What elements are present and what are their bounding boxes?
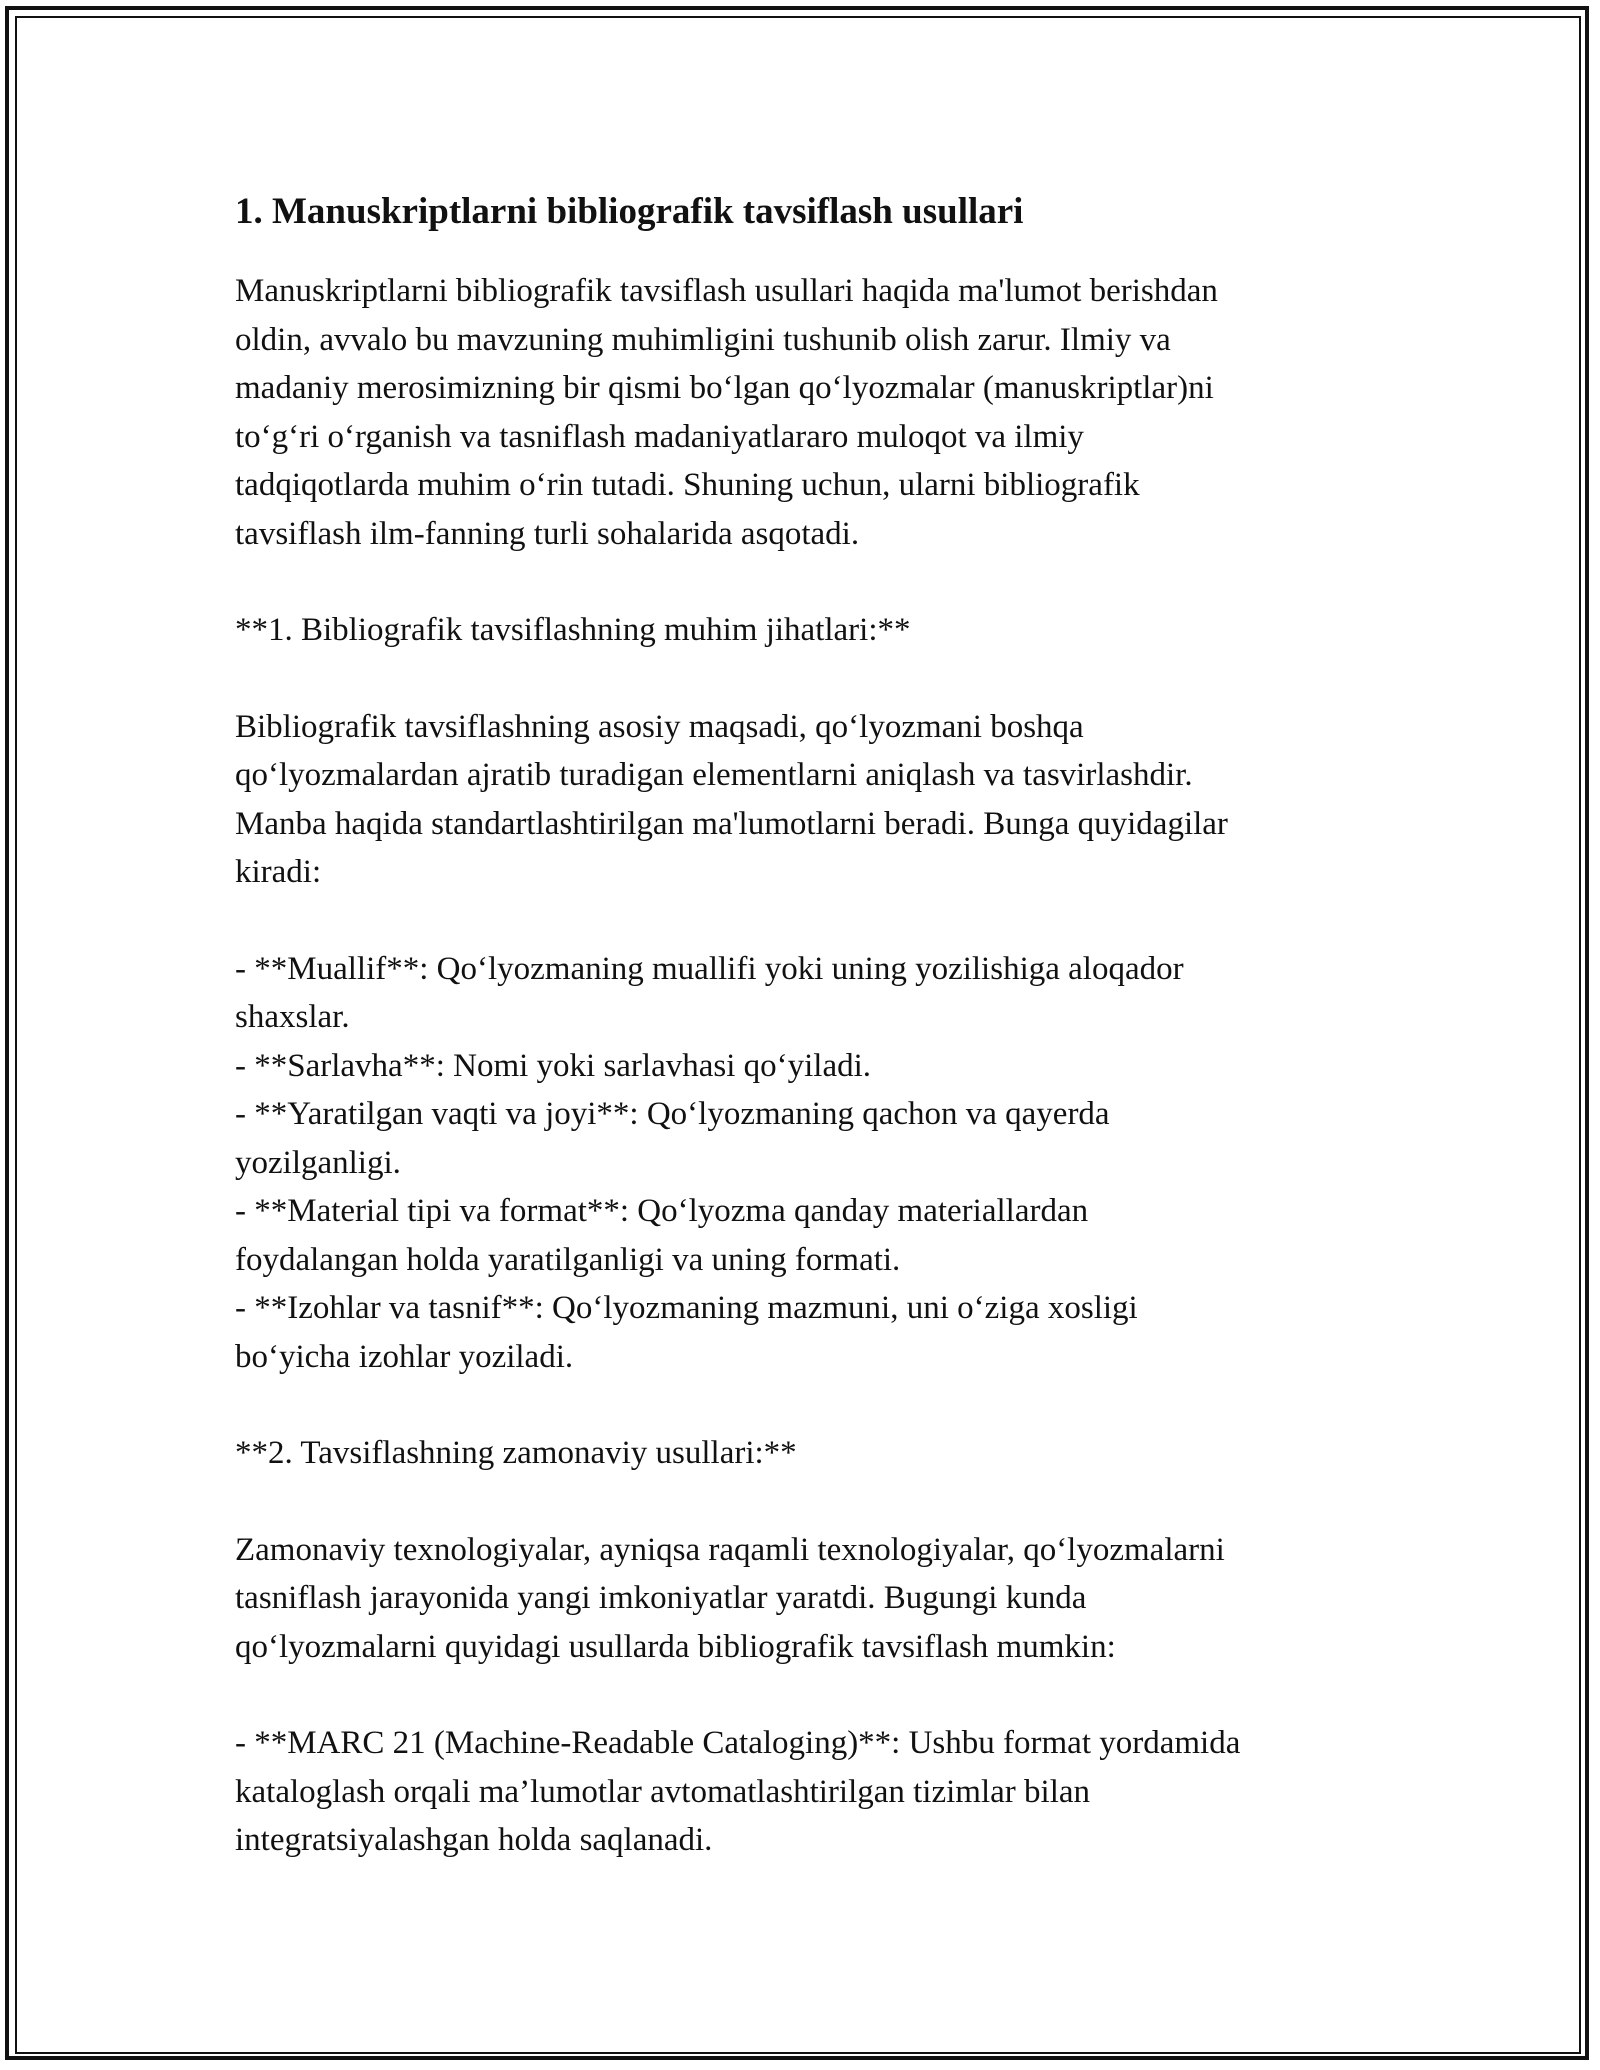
section-1-line: kiradi:	[235, 854, 322, 890]
section-2-line: Zamonaviy texnologiyalar, ayniqsa raqamli texnologiyalar, qo‘lyozmalarni	[235, 1532, 1225, 1568]
section-2-line: tasniflash jarayonida yangi imkoniyatlar yaratdi. Bugungi kunda	[235, 1580, 1087, 1616]
section-1-list-line: yozilganligi.	[235, 1145, 401, 1181]
section-2-list-line: - **MARC 21 (Machine-Readable Cataloging)**: Ushbu format yordamida	[235, 1725, 1241, 1761]
section-1-title: **1. Bibliografik tavsiflashning muhim jihatlari:**	[235, 612, 911, 648]
section-1-list-line: - **Muallif**: Qo‘lyozmaning muallifi yoki uning yozilishiga aloqador	[235, 951, 1184, 987]
section-1-list-line: - **Material tipi va format**: Qo‘lyozma qanday materiallardan	[235, 1193, 1089, 1229]
section-1-list-line: - **Izohlar va tasnif**: Qo‘lyozmaning mazmuni, uni o‘ziga xosligi	[235, 1290, 1138, 1326]
intro-line: Manuskriptlarni bibliografik tavsiflash usullari haqida ma'lumot berishdan	[235, 273, 1218, 309]
section-2-line: qo‘lyozmalarni quyidagi usullarda bibliografik tavsiflash mumkin:	[235, 1629, 1116, 1665]
document-heading: 1. Manuskriptlarni bibliografik tavsiflash usullari	[235, 191, 1024, 232]
intro-line: oldin, avvalo bu mavzuning muhimligini tushunib olish zarur. Ilmiy va	[235, 322, 1171, 358]
section-1-list-line: - **Yaratilgan vaqti va joyi**: Qo‘lyozmaning qachon va qayerda	[235, 1096, 1110, 1132]
section-2-list-line: kataloglash orqali ma’lumotlar avtomatlashtirilgan tizimlar bilan	[235, 1774, 1091, 1810]
intro-line: tadqiqotlarda muhim o‘rin tutadi. Shuning uchun, ularni bibliografik	[235, 467, 1140, 503]
intro-line: tavsiflash ilm-fanning turli sohalarida asqotadi.	[235, 516, 860, 552]
section-2-title: **2. Tavsiflashning zamonaviy usullari:**	[235, 1435, 797, 1471]
intro-line: to‘g‘ri o‘rganish va tasniflash madaniyatlararo muloqot va ilmiy	[235, 419, 1084, 455]
section-2-list-line: integratsiyalashgan holda saqlanadi.	[235, 1822, 713, 1858]
intro-line: madaniy merosimizning bir qismi bo‘lgan qo‘lyozmalar (manuskriptlar)ni	[235, 370, 1214, 406]
section-1-list-line: bo‘yicha izohlar yoziladi.	[235, 1339, 574, 1375]
section-1-list-line: - **Sarlavha**: Nomi yoki sarlavhasi qo‘yiladi.	[235, 1048, 872, 1084]
section-1-line: Bibliografik tavsiflashning asosiy maqsadi, qo‘lyozmani boshqa	[235, 709, 1084, 745]
section-1-list-line: foydalangan holda yaratilganligi va uning formati.	[235, 1242, 901, 1278]
section-1-list-line: shaxslar.	[235, 999, 350, 1035]
section-1-line: Manba haqida standartlashtirilgan ma'lumotlarni beradi. Bunga quyidagilar	[235, 806, 1228, 842]
section-1-line: qo‘lyozmalardan ajratib turadigan elementlarni aniqlash va tasvirlashdir.	[235, 757, 1193, 793]
